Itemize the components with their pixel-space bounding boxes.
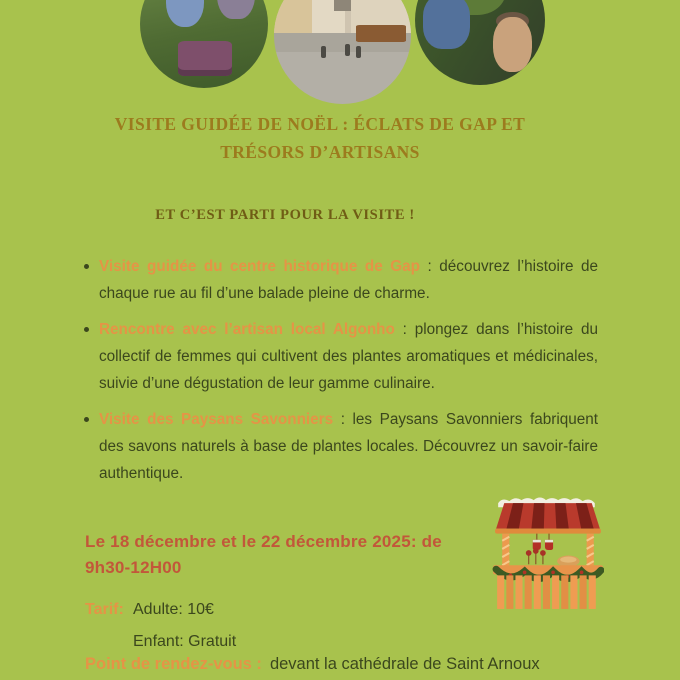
schedule-line-1: Le 18 décembre et le 22 décembre 2025: de bbox=[85, 532, 442, 551]
page-title bbox=[40, 110, 600, 166]
photo-fragment bbox=[345, 44, 350, 56]
schedule-line-2: 9h30-12H00 bbox=[85, 558, 182, 577]
activity-description: plongez dans l’histoire du collectif de femmes qui cultivent des plantes aromatiques et médicinales, suivie d’une dégustation de leur gamme culinaire. bbox=[99, 321, 598, 392]
meeting-point-row bbox=[85, 655, 540, 674]
activity-description: les Paysans Savonniers fabriquent des savons naturels à base de plantes locales. Découvrez un savoir-faire authentique. bbox=[99, 411, 598, 482]
list-item bbox=[84, 406, 598, 487]
price-child-value: Enfant: Gratuit bbox=[133, 633, 237, 650]
meeting-point-label: Point de rendez-vous : bbox=[85, 655, 262, 673]
photo-fragment bbox=[217, 0, 255, 19]
meeting-point-value: devant la cathédrale de Saint Arnoux bbox=[269, 655, 540, 673]
activity-lead: Visite guidée du centre historique de Gap bbox=[99, 258, 421, 275]
activity-separator: : bbox=[420, 258, 440, 275]
photo-circle-artisans bbox=[415, 0, 545, 85]
schedule bbox=[85, 529, 505, 581]
price-row-adult bbox=[85, 601, 214, 619]
list-item bbox=[84, 316, 598, 397]
photo-fragment bbox=[178, 41, 232, 77]
title-line-1: VISITE GUIDÉE DE NOËL : ÉCLATS DE GAP ET bbox=[114, 114, 526, 134]
photo-fragment bbox=[334, 0, 350, 11]
price-adult-value: Adulte: 10€ bbox=[133, 601, 214, 618]
bullet-dot bbox=[84, 417, 89, 422]
activity-lead: Visite des Paysans Savonniers bbox=[99, 411, 334, 428]
photo-circle-harvest bbox=[140, 0, 268, 88]
activity-lead: Rencontre avec l’artisan local Algonho bbox=[99, 321, 395, 338]
photo-fragment bbox=[274, 0, 315, 33]
price-label: Tarif: bbox=[85, 601, 124, 618]
photo-fragment bbox=[493, 17, 532, 72]
bullet-dot bbox=[84, 264, 89, 269]
activities-list bbox=[84, 253, 598, 496]
photo-fragment bbox=[356, 25, 405, 43]
photo-fragment bbox=[321, 46, 326, 58]
photo-circle-town-square bbox=[274, 0, 411, 104]
photo-fragment bbox=[423, 0, 470, 49]
activity-separator: : bbox=[394, 321, 415, 338]
activity-separator: : bbox=[333, 411, 353, 428]
title-line-2: TRÉSORS D’ARTISANS bbox=[220, 142, 420, 162]
market-stall-illustration bbox=[492, 494, 604, 612]
subtitle: ET C’EST PARTI POUR LA VISITE ! bbox=[155, 207, 415, 223]
list-item bbox=[84, 253, 598, 307]
price-row-child bbox=[133, 633, 236, 651]
photo-fragment bbox=[356, 46, 361, 58]
bullet-dot bbox=[84, 327, 89, 332]
activity-description: découvrez l’histoire de chaque rue au fil d’une balade pleine de charme. bbox=[99, 258, 598, 302]
photo-fragment bbox=[166, 0, 204, 27]
